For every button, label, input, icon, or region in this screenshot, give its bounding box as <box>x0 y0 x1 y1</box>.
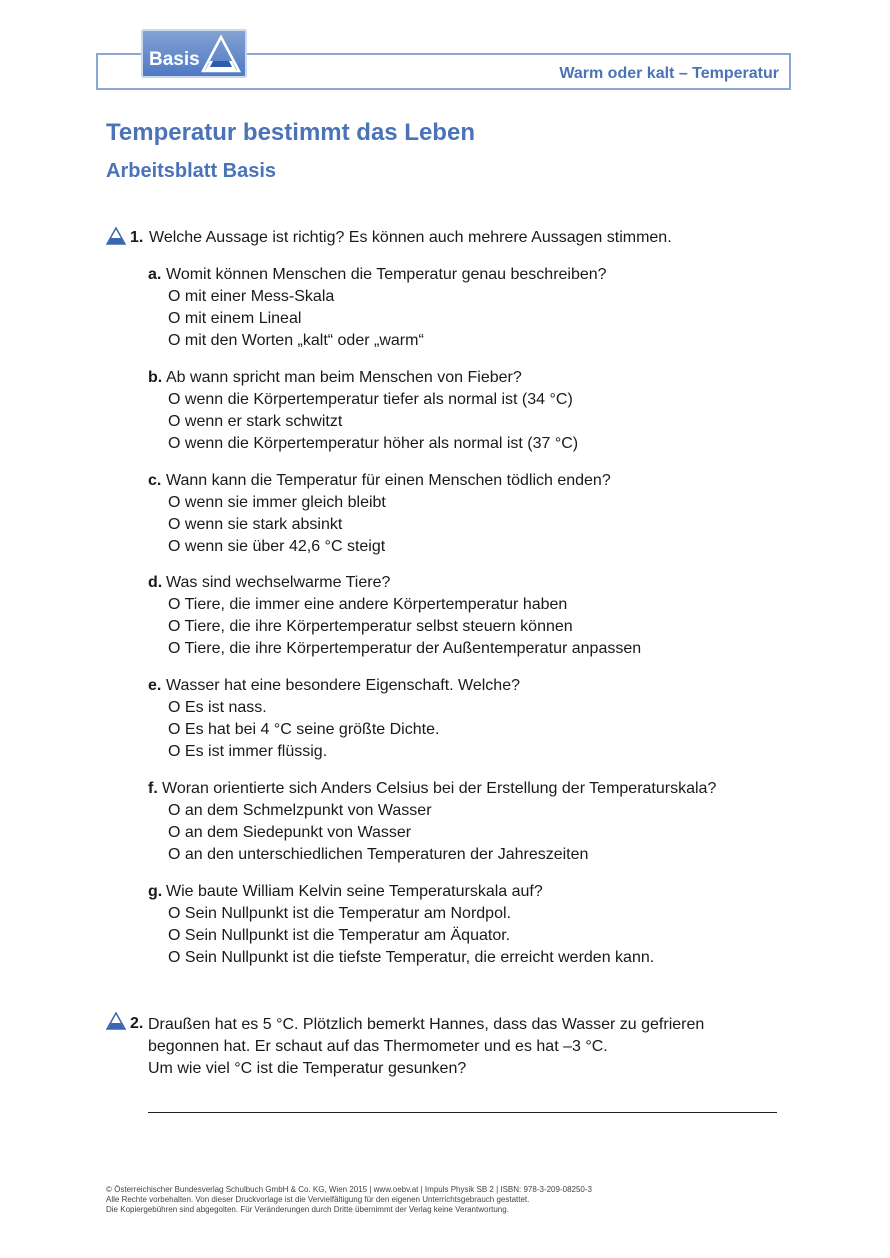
task-number: 2. <box>130 1015 144 1032</box>
task-text-line: Um wie viel °C ist die Temperatur gesunken? <box>148 1060 467 1077</box>
question-e <box>148 675 520 763</box>
question-text: Wann kann die Temperatur für einen Menschen tödlich enden? <box>166 472 611 489</box>
question-letter: e. <box>148 677 162 694</box>
task-2-text <box>148 1014 704 1080</box>
answer-option[interactable]: O wenn er stark schwitzt <box>168 413 343 430</box>
answer-option[interactable]: O an dem Schmelzpunkt von Wasser <box>168 802 432 819</box>
answer-option[interactable]: O mit den Worten „kalt“ oder „warm“ <box>168 332 424 349</box>
question-b <box>148 367 578 455</box>
question-g <box>148 881 654 969</box>
answer-option[interactable]: O mit einem Lineal <box>168 310 302 327</box>
basis-triangle-icon <box>201 35 241 73</box>
task-instruction: Welche Aussage ist richtig? Es können auch mehrere Aussagen stimmen. <box>149 229 672 246</box>
page-subtitle: Arbeitsblatt Basis <box>106 160 277 182</box>
question-text: Womit können Menschen die Temperatur genau beschreiben? <box>166 266 607 283</box>
task-text-line: begonnen hat. Er schaut auf das Thermometer und es hat –3 °C. <box>148 1038 608 1055</box>
answer-option[interactable]: O wenn sie über 42,6 °C steigt <box>168 538 386 555</box>
answer-option[interactable]: O wenn die Körpertemperatur höher als normal ist (37 °C) <box>168 435 579 452</box>
question-text: Woran orientierte sich Anders Celsius bei der Erstellung der Temperaturskala? <box>162 780 717 797</box>
answer-option[interactable]: O an den unterschiedlichen Temperaturen der Jahreszeiten <box>168 846 589 863</box>
logo-text: Basis <box>149 49 200 70</box>
question-d <box>148 572 641 660</box>
question-letter: d. <box>148 574 163 591</box>
answer-option[interactable]: O Tiere, die ihre Körpertemperatur selbst steuern können <box>168 618 573 635</box>
question-text: Ab wann spricht man beim Menschen von Fieber? <box>166 369 522 386</box>
question-f <box>148 778 716 866</box>
question-letter: f. <box>148 780 158 797</box>
answer-option[interactable]: O mit einer Mess-Skala <box>168 288 335 305</box>
question-letter: c. <box>148 472 162 489</box>
question-letter: b. <box>148 369 163 386</box>
question-a <box>148 264 607 352</box>
answer-option[interactable]: O an dem Siedepunkt von Wasser <box>168 824 412 841</box>
answer-option[interactable]: O Sein Nullpunkt ist die Temperatur am Äquator. <box>168 927 511 944</box>
footer-line: Die Kopiergebühren sind abgegolten. Für Veränderungen durch Dritte übernimmt der Verlag keine Verantwortung. <box>106 1205 509 1214</box>
answer-option[interactable]: O Sein Nullpunkt ist die Temperatur am Nordpol. <box>168 905 511 922</box>
answer-line[interactable] <box>148 1112 777 1113</box>
footer <box>106 1185 592 1215</box>
question-text: Wie baute William Kelvin seine Temperaturskala auf? <box>166 883 543 900</box>
answer-option[interactable]: O Tiere, die ihre Körpertemperatur der Außentemperatur anpassen <box>168 640 642 657</box>
basis-level-icon <box>106 227 126 245</box>
page-title: Temperatur bestimmt das Leben <box>106 119 475 146</box>
header-title: Warm oder kalt – Temperatur <box>559 65 779 82</box>
task-number: 1. <box>130 229 144 246</box>
answer-option[interactable]: O Es ist immer flüssig. <box>168 743 328 760</box>
footer-line: © Österreichischer Bundesverlag Schulbuch GmbH & Co. KG, Wien 2015 | www.oebv.at | Impuls Physik SB 2 | ISBN: 978-3-209-08250-3 <box>106 1185 592 1194</box>
answer-option[interactable]: O wenn sie immer gleich bleibt <box>168 494 386 511</box>
answer-option[interactable]: O wenn sie stark absinkt <box>168 516 343 533</box>
question-text: Wasser hat eine besondere Eigenschaft. Welche? <box>166 677 520 694</box>
answer-option[interactable]: O wenn die Körpertemperatur tiefer als normal ist (34 °C) <box>168 391 573 408</box>
question-text: Was sind wechselwarme Tiere? <box>166 574 391 591</box>
basis-logo <box>141 29 247 78</box>
basis-level-icon <box>106 1012 126 1030</box>
footer-line: Alle Rechte vorbehalten. Von dieser Druckvorlage ist die Vervielfältigung für den eigenen Unterrichtsgebrauch gestattet. <box>106 1195 530 1204</box>
answer-option[interactable]: O Tiere, die immer eine andere Körpertemperatur haben <box>168 596 568 613</box>
task-text-line: Draußen hat es 5 °C. Plötzlich bemerkt Hannes, dass das Wasser zu gefrieren <box>148 1016 705 1033</box>
question-letter: a. <box>148 266 162 283</box>
question-letter: g. <box>148 883 163 900</box>
answer-option[interactable]: O Sein Nullpunkt ist die tiefste Temperatur, die erreicht werden kann. <box>168 949 655 966</box>
answer-option[interactable]: O Es ist nass. <box>168 699 267 716</box>
answer-option[interactable]: O Es hat bei 4 °C seine größte Dichte. <box>168 721 440 738</box>
question-c <box>148 470 611 558</box>
